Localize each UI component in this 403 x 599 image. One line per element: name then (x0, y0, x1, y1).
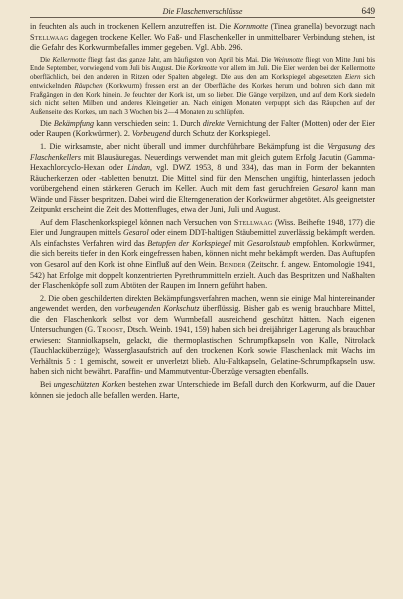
body-paragraph: Die Bekämpfung kann verschieden sein: 1. Durch direkte Vernichtung der Falter (Motten) oder der Eier oder Raupen (Korkwürmer). 2. Vorbeugend durch Schutz der Korkspiegel. (30, 118, 375, 139)
page-number: 649 (361, 6, 375, 16)
body-paragraph: in feuchten als auch in trockenen Kellern anzutreffen ist. Die Kornmotte (Tinea granella) bevorzugt nach Stellwaag dagegen trockene Keller. Wo Faß- und Flaschenkeller in unmittelbarer Verbindung stehen, ist die Gefahr des Korkwurmbefalles immer gegeben. Vgl. Abb. 296. (30, 22, 375, 53)
page-body (30, 22, 375, 401)
body-paragraph: Bei ungeschützten Korken bestehen zwar Unterschiede im Befall durch den Korkwurm, auf die Dauer können sie jedoch alle befallen werden. Harte, (30, 380, 375, 400)
body-paragraph: 1. Die wirksamste, aber nicht überall und immer durchführbare Bekämpfung ist die Vergasung des Flaschenkellers mit Blausäuregas. Neuerdings verwendet man mit gleich gutem Erfolg Jacutin (Gamma-Hexachlorcyclo-Hexan oder Lindan, vgl. DWZ 1953, 8 und 334), das man in Form der bekannten Räucherkerzen oder -tabletten benutzt. Die Mittel sind für den Menschen ungiftig, hinterlassen jedoch vorübergehend einen stärkeren Geruch im Keller. Auch mit dem fast geruchfreien Gesarol kann man Wände und Fässer bespritzen. Dabei wird die Elterngeneration der Korkwürmer abgetötet. Als geeignetster Zeitpunkt erscheint die Zeit des Mottenfluges, etwa der Juni, Juli und August. (30, 141, 376, 215)
running-title: Die Flaschenverschlüsse (162, 7, 243, 16)
body-paragraph: 2. Die oben geschilderten direkten Bekämpfungsverfahren machen, wenn sie einige Mal hintereinander angewendet werden, den vorbeugenden Korkschutz überflüssig. Bisher gab es wenig brauchbare Mittel, die den Flaschenkork selbst vor dem Wurmbefall ausreichend geschützt hätten. Nach eigenen Untersuchungen (G. Troost, Dtsch. Weinb. 1941, 159) haben sich bei dreijähriger Lagerung als brauchbar erwiesen: Stanniolkapseln, gelackt, die thermoplastischen Schrumpfkapseln von Kalle, Nitrolack (Tauchlacküberzüge); Wasserglasaufstrich auf den trockenen Kork sowie Flaschenlack mit Wachs im Verhältnis 5 : 1 gemischt, soweit er unverletzt blieb. Alu-Faltkapseln, Gelatine-Schrumpfkapseln usw. haben sich nicht bewährt. Paraffin- und Mammutventur-Überzüge versagten ebenfalls. (30, 293, 375, 377)
header-rule (30, 17, 375, 18)
small-print-paragraph: Die Kellermotte fliegt fast das ganze Jahr, am häufigsten von April bis Mai. Die Weinmotte fliegt von Mitte Juni bis Ende September, vorwiegend vom Juli bis August. Die Korkmotte vor allem im Juli. Die Eier werden bei der Kellermotte oberflächlich, bei den anderen in Ritzen oder Spalten abgelegt. Die aus den am Korkspiegel abgesetzten Eiern sich entwickelnden Räupchen (Korkwurm) fressen erst an der Oberfläche des Korkes herum und bohren sich dann mit Fraßgängen in den Kork hinein. Je feuchter der Kork ist, um so lieber. Die Gänge verpilzen, und auf dem Kork siedeln sich nicht selten Milben und anderes Kleingetier an. Nach einigen Monaten verpuppt sich das Räupchen auf der Außenseite des Korkes, um nach 3 Wochen bis 2—4 Monaten zu schlüpfen. (30, 55, 376, 117)
body-paragraph: Auf dem Flaschenkorkspiegel können nach Versuchen von Stellwaag (Wiss. Beihefte 1948, 177) die Eier und Jungraupen mittels Gesarol oder einem DDT-haltigen Stäubemittel zuverlässig bekämpft werden. Als einfachstes Verfahren wird das Betupfen der Korkspiegel mit Gesarolstaub empfohlen. Korkwürmer, die sich bereits tiefer in den Kork eingefressen haben, können nicht mehr bekämpft werden. Das Auftupfen von Gesarol auf den Kork ist ohne Einfluß auf den Wein. Bender (Zeitschr. f. angew. Entomologie 1941, 542) hat Erfolge mit doppelt konzentrierten Pyrethrummitteln erzielt. Auch das Bespritzen und Naßhalten der Flaschenköpfe soll zum Abtöten der Raupen im Innern geführt haben. (30, 217, 376, 291)
